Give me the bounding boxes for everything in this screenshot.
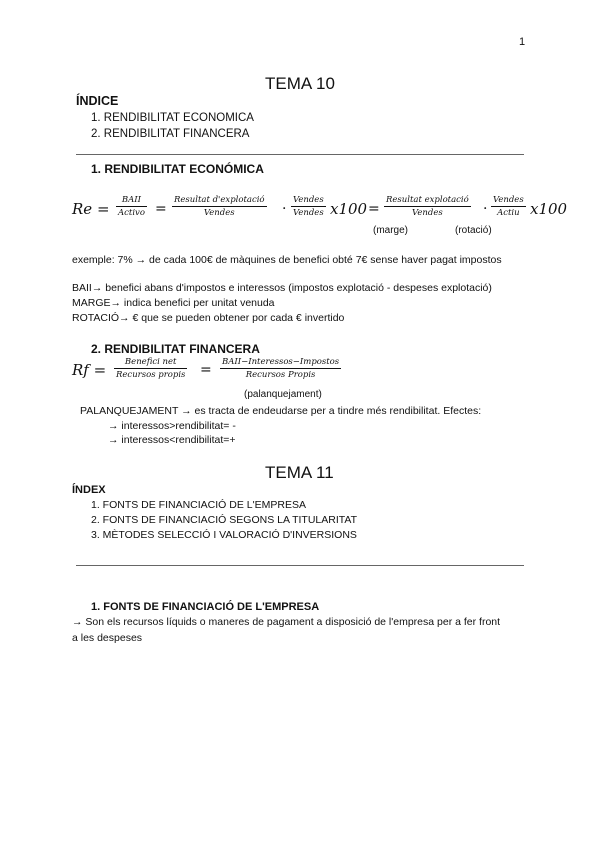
- numerator: Resultat explotació: [386, 195, 469, 205]
- tema11-title: TEMA 11: [265, 463, 334, 482]
- fraction-baii-activo: [116, 195, 147, 218]
- divider: [76, 154, 524, 155]
- denominator: Recursos Propis: [220, 368, 341, 380]
- numerator: BAII−Interessos−Impostos: [222, 357, 340, 367]
- tema11-index-item-3: 3. MÈTODES SELECCIÓ I VALORACIÓ D'INVERSIONS: [91, 529, 357, 541]
- section-heading-rendibilitat-financera: 2. RENDIBILITAT FINANCERA: [91, 342, 260, 356]
- example-text: exemple: 7% → de cada 100€ de màquines de benefici obté 7€ sense haver pagat impostos: [72, 254, 502, 266]
- equals-sign: =: [368, 201, 380, 217]
- label-marge: (marge): [373, 225, 409, 236]
- denominator: Vendes: [384, 206, 471, 218]
- numerator: Resultat d'explotació: [174, 195, 265, 205]
- label-palanquejament: (palanquejament): [244, 389, 322, 400]
- effect-item-1: → interessos>rendibilitat= -: [108, 420, 236, 432]
- palanquejament-text: PALANQUEJAMENT → es tracta de endeudarse per a tindre més rendibilitat. Efectes:: [80, 405, 482, 417]
- numerator: Vendes: [293, 195, 324, 205]
- fraction-benefici-recursos: [114, 357, 187, 380]
- denominator: Vendes: [172, 206, 267, 218]
- tema11-index-heading: ÍNDEX: [72, 484, 106, 496]
- section-heading-fonts-financiacio: 1. FONTS DE FINANCIACIÓ DE L'EMPRESA: [91, 601, 320, 613]
- tema11-index-item-2: 2. FONTS DE FINANCIACIÓ SEGONS LA TITULARITAT: [91, 514, 358, 526]
- definition-baii: BAII→ benefici abans d'impostos e interessos (impostos explotació - despeses explotació): [72, 282, 492, 294]
- formula-lhs: Rf =: [72, 361, 107, 379]
- equals-sign: =: [200, 362, 212, 378]
- numerator: Benefici net: [124, 357, 177, 367]
- definition-rotacio: ROTACIÓ→ € que se pueden obtener por cada € invertido: [72, 312, 345, 324]
- multiply-dot: ·: [282, 201, 287, 217]
- denominator: Vendes: [293, 208, 324, 218]
- numerator: Vendes: [493, 195, 524, 205]
- multiply-dot: ·: [483, 201, 488, 217]
- fraction-vendes-actiu: [491, 195, 526, 218]
- denominator: Activo: [118, 208, 145, 218]
- fraction-baii-interessos-impostos: [220, 357, 341, 380]
- tema10-index-item-2: 2. RENDIBILITAT FINANCERA: [91, 128, 250, 140]
- numerator: BAII: [121, 195, 142, 205]
- label-rotacio: (rotació): [455, 225, 492, 236]
- denominator: Actiu: [491, 206, 526, 218]
- tema11-index-item-1: 1. FONTS DE FINANCIACIÓ DE L'EMPRESA: [91, 499, 306, 511]
- tema10-index-item-1: 1. RENDIBILITAT ECONOMICA: [91, 112, 254, 124]
- paragraph-line-1: → Son els recursos líquids o maneres de pagament a disposició de l'empresa per a fer front: [72, 616, 501, 628]
- times-100: x100: [530, 200, 568, 218]
- divider: [76, 565, 524, 566]
- tema10-title: TEMA 10: [265, 74, 335, 93]
- paragraph-line-2: a les despeses: [72, 632, 143, 644]
- effect-item-2: → interessos<rendibilitat=+: [108, 434, 236, 446]
- page-number: 1: [519, 36, 526, 48]
- times-100: x100: [330, 200, 368, 218]
- denominator: Recursos propis: [116, 370, 186, 380]
- fraction-resultat-vendes: [172, 195, 267, 218]
- tema10-index-heading: ÍNDICE: [76, 94, 119, 108]
- definition-marge: MARGE→ indica benefici per unitat venuda: [72, 297, 275, 309]
- fraction-resultat-explotacio-vendes: [384, 195, 471, 218]
- fraction-vendes-vendes: [291, 195, 326, 218]
- formula-lhs: Re =: [72, 200, 110, 218]
- section-heading-rendibilitat-economica: 1. RENDIBILITAT ECONÓMICA: [91, 162, 264, 176]
- equals-sign: =: [155, 201, 167, 217]
